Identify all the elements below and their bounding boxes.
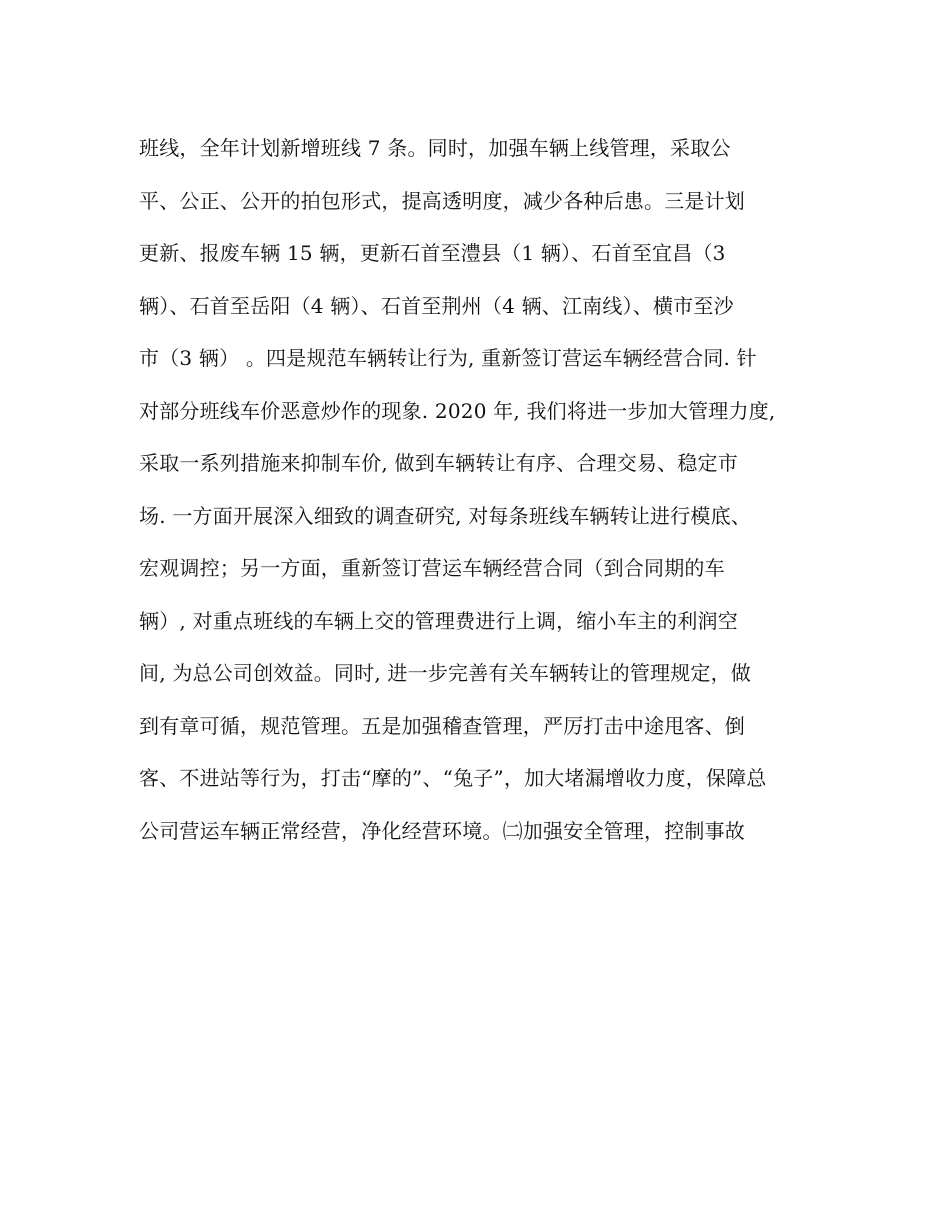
text-line-10: 辆）, 对重点班线的车辆上交的管理费进行上调，缩小车主的利润空 [139,608,738,633]
text-line-6: 对部分班线车价恶意炒作的现象. 2020 年, 我们将进一步加大管理力度, [139,398,776,423]
text-line-11: 间, 为总公司创效益。同时, 进一步完善有关车辆转让的管理规定，做 [139,661,752,685]
text-line-14: 公司营运车辆正常经营，净化经营环境。㈡加强安全管理，控制事故 [139,818,745,843]
text-line-1: 班线，全年计划新增班线 7 条。同时，加强车辆上线管理，采取公 [139,136,731,160]
text-line-8: 场. 一方面开展深入细致的调查研究, 对每条班线车辆转让进行模底、 [139,503,752,528]
text-line-4: 辆）、石首至岳阳（4 辆）、石首至荆州（4 辆、江南线）、横市至沙 [139,293,734,318]
text-line-2: 平、公正、公开的拍包形式，提高透明度，减少各种后患。三是计划 [139,188,745,213]
text-line-12: 到有章可循，规范管理。五是加强稽查管理，严厉打击中途甩客、倒 [139,713,745,738]
text-line-5: 市（3 辆） 。四是规范车辆转让行为, 重新签订营运车辆经营合同. 针 [139,346,757,370]
text-line-13: 客、不进站等行为，打击“摩的”、“兔子”，加大堵漏增收力度，保障总 [139,766,767,790]
text-line-9: 宏观调控；另一方面，重新签订营运车辆经营合同（到合同期的车 [139,556,725,580]
text-line-3: 更新、报废车辆 15 辆，更新石首至澧县（1 辆）、石首至宜昌（3 [139,241,726,265]
body-text [139,122,829,857]
text-line-7: 采取一系列措施来抑制车价, 做到车辆转让有序、合理交易、稳定市 [139,451,738,475]
